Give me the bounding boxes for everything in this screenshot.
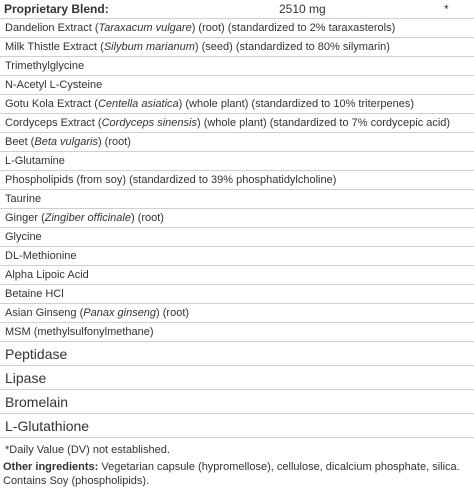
ingredient-name [0, 136, 131, 148]
other-ingredients [0, 456, 474, 488]
ingredient-row [0, 171, 474, 190]
ingredient-name [0, 250, 77, 262]
ingredient-row [0, 266, 474, 285]
ingredient-latin-name: Zingiber officinale [44, 212, 131, 224]
ingredient-name [0, 269, 89, 281]
ingredient-detail: ) (root) [156, 307, 190, 319]
ingredient-row [0, 323, 474, 342]
ingredient-row [0, 228, 474, 247]
ingredient-row [0, 38, 474, 57]
enzyme-row [0, 366, 474, 390]
enzyme-list [0, 342, 474, 438]
ingredient-latin-name: Panax ginseng [83, 307, 157, 319]
enzyme-name: Bromelain [5, 393, 69, 410]
ingredient-name [0, 174, 336, 186]
ingredient-latin-name: Taraxacum vulgare [98, 22, 192, 34]
ingredient-text: Phospholipids (from soy) (standardized to 39% phosphatidylcholine) [5, 174, 337, 186]
ingredient-text: Milk Thistle Extract ( [5, 41, 104, 53]
ingredient-row [0, 19, 474, 38]
ingredient-name [0, 231, 42, 243]
ingredient-name [0, 117, 450, 129]
ingredient-detail: ) (root) (standardized to 2% taraxasterols) [191, 22, 396, 34]
enzyme-name: Peptidase [5, 345, 68, 362]
ingredient-name [0, 326, 154, 338]
ingredient-text: Asian Ginseng ( [5, 307, 84, 319]
ingredient-row [0, 285, 474, 304]
other-ingredients-label: Other ingredients: [3, 461, 99, 473]
ingredient-latin-name: Centella asiatica [97, 98, 179, 110]
ingredient-text: Dandelion Extract ( [5, 22, 99, 34]
ingredient-row [0, 190, 474, 209]
ingredient-latin-name: Silybum marianum [103, 41, 195, 53]
ingredient-row [0, 247, 474, 266]
footnote: *Daily Value (DV) not established. [5, 444, 170, 456]
ingredient-row [0, 114, 474, 133]
ingredient-row [0, 152, 474, 171]
enzyme-row [0, 390, 474, 414]
ingredient-text: DL-Methionine [5, 250, 77, 262]
enzyme-name: Lipase [5, 369, 47, 386]
blend-amount: 2510 mg [279, 2, 326, 16]
ingredient-text: Beet ( [5, 136, 35, 148]
ingredient-text: Glycine [5, 231, 42, 243]
ingredient-name [0, 307, 189, 319]
ingredient-list [0, 19, 474, 342]
ingredient-detail: ) (root) [97, 136, 131, 148]
ingredient-detail: ) (whole plant) (standardized to 10% triterpenes) [178, 98, 415, 110]
ingredient-name [0, 288, 64, 300]
ingredient-name [0, 98, 414, 110]
ingredient-text: N-Acetyl L-Cysteine [5, 79, 103, 91]
ingredient-detail: ) (root) [130, 212, 164, 224]
proprietary-blend-row [0, 0, 474, 19]
blend-dv: * [444, 2, 449, 16]
ingredient-row [0, 95, 474, 114]
ingredient-text: Alpha Lipoic Acid [5, 269, 89, 281]
ingredient-row [0, 133, 474, 152]
ingredient-row [0, 57, 474, 76]
enzyme-name: L-Glutathione [5, 417, 90, 434]
ingredient-row [0, 76, 474, 95]
ingredient-name [0, 60, 84, 72]
ingredient-name [0, 41, 390, 53]
ingredient-text: Gotu Kola Extract ( [5, 98, 98, 110]
enzyme-row [0, 342, 474, 366]
ingredient-row [0, 209, 474, 228]
ingredient-text: L-Glutamine [5, 155, 65, 167]
ingredient-detail: ) (whole plant) (standardized to 7% cordycepic acid) [196, 117, 451, 129]
ingredient-name [0, 212, 164, 224]
ingredient-detail: ) (seed) (standardized to 80% silymarin) [194, 41, 390, 53]
ingredient-text: Ginger ( [5, 212, 45, 224]
ingredient-name [0, 22, 395, 34]
ingredient-row [0, 304, 474, 323]
blend-title: Proprietary Blend: [4, 2, 109, 16]
ingredient-latin-name: Beta vulgaris [34, 136, 98, 148]
ingredient-text: Taurine [5, 193, 42, 205]
ingredient-latin-name: Cordyceps sinensis [101, 117, 197, 129]
ingredient-name [0, 155, 65, 167]
ingredient-name [0, 79, 102, 91]
other-ingredients-text: Vegetarian capsule (hypromellose), cellulose, dicalcium phosphate, silica. Contains Soy (phospholipids). [3, 461, 460, 487]
ingredient-text: Betaine HCl [5, 288, 64, 300]
ingredient-name [0, 193, 41, 205]
ingredient-text: MSM (methylsulfonylmethane) [5, 326, 154, 338]
enzyme-row [0, 414, 474, 438]
ingredient-text: Cordyceps Extract ( [5, 117, 102, 129]
ingredient-text: Trimethylglycine [5, 60, 85, 72]
